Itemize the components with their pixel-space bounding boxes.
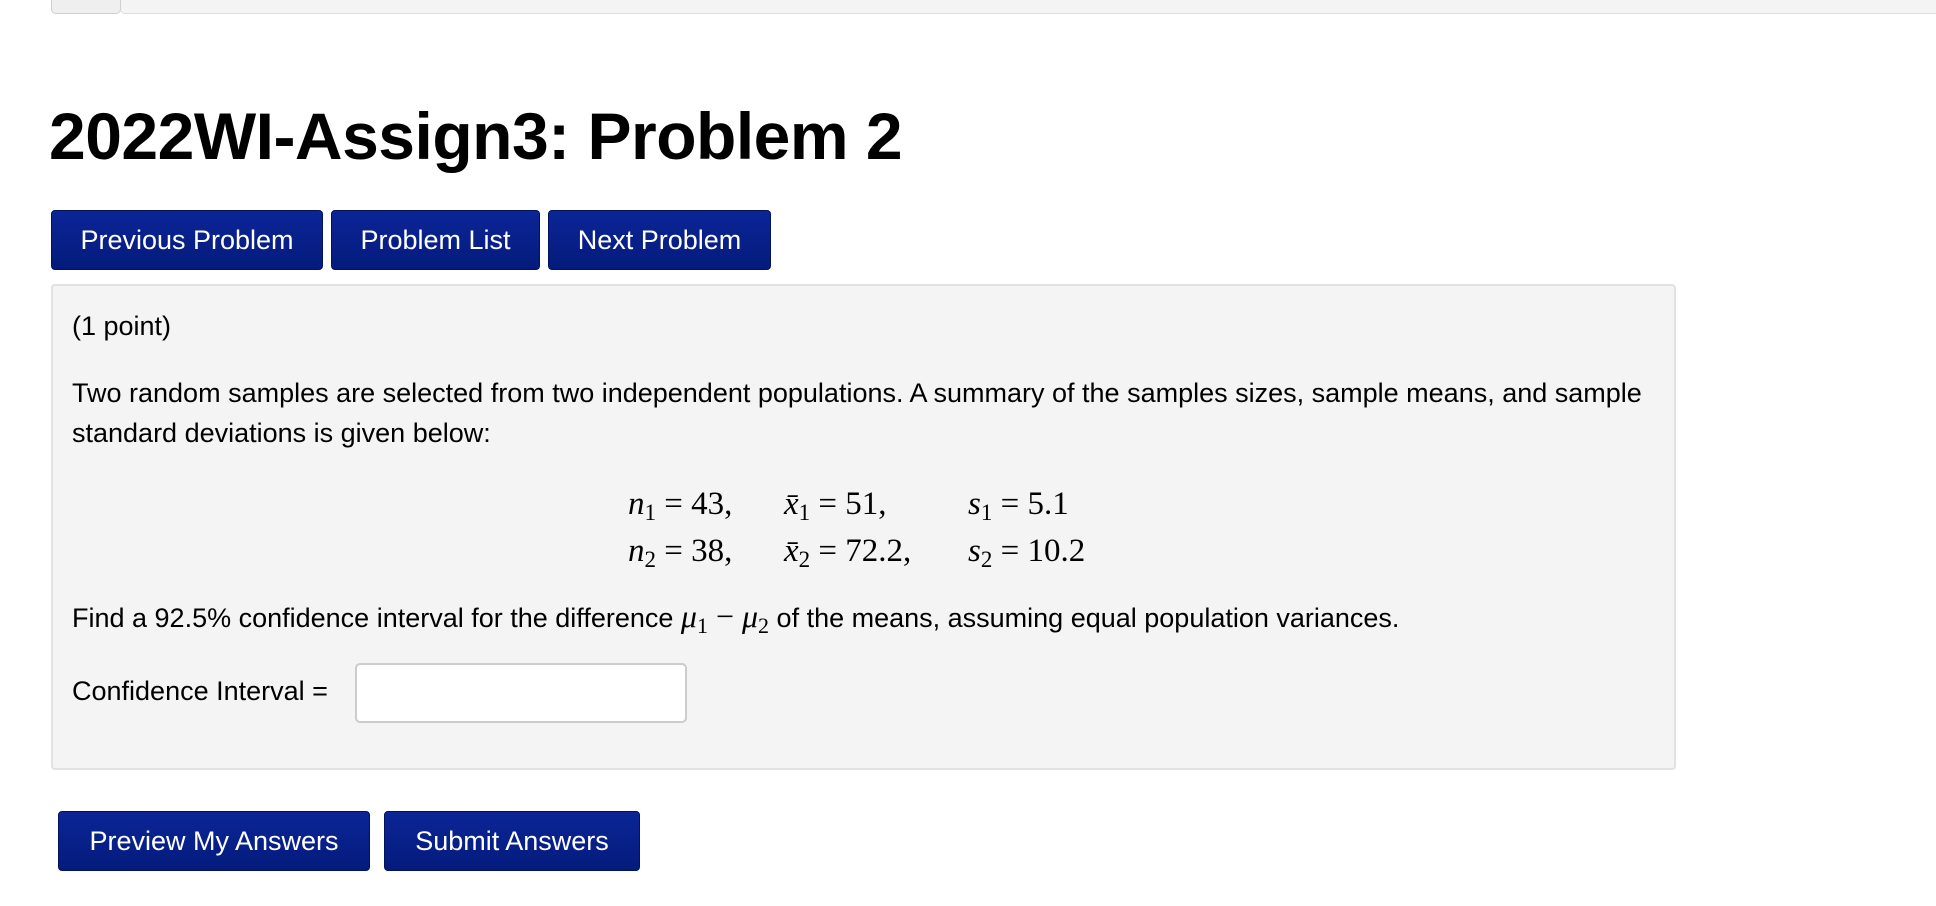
- summary-xbar1: $x̄_1 = 51$,: [784, 486, 887, 525]
- confidence-interval-input[interactable]: [355, 663, 687, 723]
- mu2-symbol: $\mu_2$: [741, 598, 770, 638]
- summary-s2: $s_2 = 10.2$: [968, 533, 1086, 572]
- top-toolbar-tab[interactable]: [51, 0, 121, 14]
- mu1-symbol: $\mu_1$: [680, 598, 708, 638]
- minus-symbol: −: [707, 598, 742, 634]
- problem-description: Two random samples are selected from two independent populations. A summary of the samples sizes, sample means, and sample standard deviations is given below:: [72, 378, 1642, 448]
- problem-panel: [51, 284, 1676, 770]
- preview-answers-button[interactable]: Preview My Answers: [58, 811, 370, 871]
- problem-list-button[interactable]: Problem List: [331, 210, 540, 270]
- summary-n2: $n_2 = 38$,: [628, 533, 733, 572]
- top-toolbar-strip: [120, 0, 1936, 14]
- previous-problem-button[interactable]: Previous Problem: [51, 210, 323, 270]
- submit-answers-button[interactable]: Submit Answers: [384, 811, 640, 871]
- problem-points: (1 point): [72, 311, 172, 341]
- confidence-interval-label: Confidence Interval =: [72, 676, 328, 706]
- problem-question: Find a 92.5% confidence interval for the difference $\mu_1 - \mu_2$ of the means, assuming equal population variances.: [72, 598, 1400, 638]
- summary-n1: $n_1 = 43$,: [628, 486, 733, 525]
- summary-s1: $s_1 = 5.1$: [968, 486, 1069, 525]
- summary-xbar2: $x̄_2 = 72.2$,: [784, 533, 912, 572]
- page-title: 2022WI-Assign3: Problem 2: [49, 99, 903, 173]
- next-problem-button[interactable]: Next Problem: [548, 210, 771, 270]
